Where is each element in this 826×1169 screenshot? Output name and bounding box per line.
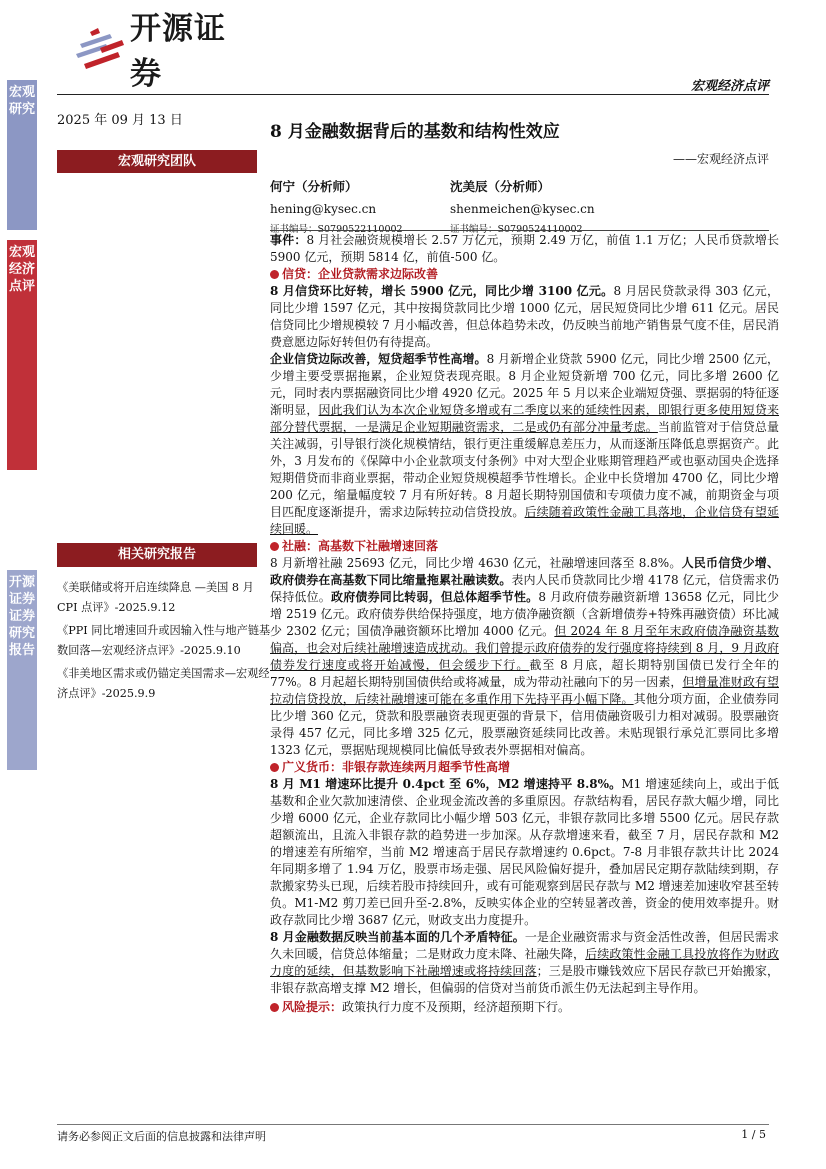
event-label: 事件：	[270, 233, 307, 247]
credit-text: 8 月居民贷款录得 303 亿元，同比少增 1597 亿元，其中按揭贷款同比少增 1000 亿元，居民短贷同比少增 611 亿元。居民信贷同比少增规模较 7 月小幅改善，但总体趋势未改，仍反映当前地产销售景气度不佳，居民消费意愿边际好转但仍有待提高。	[270, 284, 779, 349]
analyst-card	[270, 177, 403, 235]
analyst-cert: 证书编号：S0790524110002	[450, 224, 583, 235]
section-bullet-icon	[270, 1003, 279, 1012]
analyst-name: 何宁（分析师）	[270, 179, 358, 194]
analyst-email[interactable]: shenmeichen@kysec.cn	[450, 202, 595, 216]
section-bullet-icon	[270, 270, 279, 279]
corp-underline: 因此我们认为本次企业短贷多增或有二季度以来的延续性因素，即银行更多使用短贷来部分替代票据，一是满足企业短期融资需求，二是或仍有部分冲量考虑。	[270, 403, 779, 434]
report-body	[270, 232, 779, 1016]
risk-label: 风险提示：	[282, 1000, 343, 1014]
corp-text: 8 月新增企业贷款 5900 亿元，同比少增 2500 亿元，少增主要受票据拖累，企业短贷表现亮眼。8 月企业短贷新增 700 亿元，同比多增 2600 亿元，同时表内票据融资同比少增 4920 亿元。2025 年 5 月以来企业端短贷强、票据弱的特征逐渐明显，	[270, 352, 779, 417]
contradiction-lead: 8 月金融数据反映当前基本面的几个矛盾特征。	[270, 930, 525, 944]
header-rule	[57, 94, 769, 95]
money-text: M1 增速延续向上，或出于低基数和企业欠款加速清偿、企业现金流改善的多重原因。存款结构看，居民存款大幅少增，同比少增 6000 亿元，企业存款同比小幅少增 503 亿元，非银存款同比多增 5500 亿元。居民存款超额流出，且流入非银存款的趋势进一步加深。从存款增速来看，截至 7 月，居民存款和 M2 的增速差有所缩窄，当前 M2 增速高于居民存款增速约 0.6pct。7-8 月非银存款共计比 2024 年同期多增了 1.94 万亿，股票市场走强、居民风险偏好提升，叠加居民定期存款陆续到期，存款搬家势头已现，后续若股市持续回升，或有可能观察到居民存款与 M2 增速差加速收窄甚至转负。M1-M2 剪刀差已回升至-2.8%，反映实体企业的空转显著改善，资金的使用效率提升。财政存款同比少增 3687 亿元，财政支出力度提升。	[270, 777, 779, 927]
analyst-name: 沈美辰（分析师）	[450, 179, 551, 194]
social-text-4: 截至 8 月底，超长期特别国债已发行全年的 77%。8 月起超长期特别国债供给或将减量，成为带动社融向下的另一因素，	[270, 658, 780, 689]
section-heading-money	[270, 759, 779, 776]
credit-lead: 8 月信贷环比好转，增长 5900 亿元，同比少增 3100 亿元。	[270, 284, 614, 298]
report-title: 8 月金融数据背后的基数和结构性效应	[270, 122, 560, 142]
contradiction-underline: 后续政策性金融工具投放将作为财政力度的延续，但基数影响下社融增速或将持续回落	[270, 947, 779, 978]
related-reports-banner: 相关研究报告	[57, 543, 257, 567]
section-heading-social	[270, 538, 779, 555]
contradiction-text: 一是企业融资需求与资金活性改善，但居民需求久未回暖，信贷总体缩量；二是财政力度未降、社融失降，	[270, 930, 779, 961]
event-text: 8 月社会融资规模增长 2.57 万亿元，预期 2.49 万亿，前值 1.1 万亿；人民币贷款增长 5900 亿元，预期 5814 亿，前值-500 亿。	[270, 233, 779, 264]
footer-rule	[57, 1124, 769, 1125]
brand-logo	[72, 11, 252, 92]
section-title: 社融：高基数下社融增速回落	[282, 539, 439, 553]
social-bold-2: 政府债券同比转弱，但总体超季节性。	[331, 590, 539, 604]
social-underline-2: 但增量准财政有望拉动信贷投放，后续社融增速可能在多重作用下先持平再小幅下降。	[270, 675, 779, 706]
corp-text-2: 当前监管对于信贷总量关注减弱，引导银行淡化规模情结，银行更注重缓解息差压力，从而逐渐压降低息票据资产。此外，3 月发布的《保障中小企业款项支付条例》中对大型企业账期管理趋严或也驱动国央企选择短期借贷而非商业票据，带动企业短贷规模超季节性增长。企业中长贷增加 4700 亿，同比少增 200 亿元，缩量幅度较 7 月有所好转。8 月超长期特别国债和专项债力度不减，前期资金与项目匹配度逐渐提升，需求边际转拉动信贷投放。	[270, 420, 779, 519]
risk-text: 政策执行力度不及预期，经济超预期下行。	[342, 1000, 571, 1014]
analyst-email[interactable]: hening@kysec.cn	[270, 202, 377, 216]
credit-paragraph	[270, 283, 779, 351]
money-paragraph	[270, 776, 779, 929]
section-title: 广义货币：非银存款连续两月超季节性高增	[282, 760, 511, 774]
section-heading-credit	[270, 266, 779, 283]
social-text-3: 8 月政府债券融资新增 13658 亿元，同比少增 2519 亿元。政府债券供给保持强度，地方债净融资额（含新增债券+特殊再融资债）环比减少 2302 亿元；国债净融资额环比增加 4000 亿元。	[270, 590, 779, 638]
team-banner: 宏观研究团队	[57, 150, 257, 173]
event-paragraph	[270, 232, 779, 266]
sidebar-tag-broker: 开源证券 证券研究报告	[7, 570, 37, 770]
related-report-link[interactable]: 《PPI 同比增速回升或因输入性与地产链基数回落—宏观经济点评》-2025.9.10	[57, 624, 271, 657]
corp-lead: 企业信贷边际改善，短贷超季节性高增。	[270, 352, 487, 366]
social-text-2: 表内人民币贷款同比少增 4178 亿元，信贷需求仍保持低位。	[270, 573, 779, 604]
related-report-link[interactable]: 《美联储或将开启连续降息 —美国 8 月 CPI 点评》-2025.9.12	[57, 581, 254, 614]
footer-disclaimer[interactable]: 请务必参阅正文后面的信息披露和法律声明	[57, 1130, 266, 1143]
social-bold: 人民币信贷少增、政府债券在高基数下同比缩量拖累社融读数。	[270, 556, 779, 587]
related-report-link[interactable]: 《非美地区需求或仍锚定美国需求—宏观经济点评》-2025.9.9	[57, 667, 270, 700]
section-bullet-icon	[270, 542, 279, 551]
sidebar-tag-macro: 宏观研究	[7, 80, 37, 230]
section-title: 信贷：企业贷款需求边际改善	[282, 267, 439, 281]
risk-paragraph	[270, 999, 779, 1016]
brand-logo-mark-icon	[72, 24, 130, 72]
analyst-card	[450, 177, 595, 235]
report-subtitle: ——宏观经济点评	[672, 152, 769, 166]
sidebar-tag-macro-review: 宏观经济点评	[7, 240, 37, 470]
report-date: 2025 年 09 月 13 日	[57, 113, 183, 128]
contradiction-text-2: ；三是股市赚钱效应下居民存款已开始搬家，非银存款高增支撑 M2 增长，但偏弱的信贷对当前货币派生仍无法起到主导作用。	[270, 964, 779, 995]
section-bullet-icon	[270, 763, 279, 772]
corp-paragraph	[270, 351, 779, 538]
report-type-label: 宏观经济点评	[690, 79, 769, 94]
related-reports-list	[57, 578, 272, 704]
page-number: 1 / 5	[741, 1128, 766, 1141]
corp-underline-2: 后续随着政策性金融工具落地，企业信贷有望延续回暖。	[270, 505, 779, 536]
analyst-divider	[270, 230, 769, 231]
analyst-cert: 证书编号：S0790522110002	[270, 224, 403, 235]
social-text-5: 其他分项方面，企业债券同比少增 360 亿元，贷款和股票融资表现更强的背景下，信用债融资吸引力相对减弱。股票融资录得 457 亿元，同比多增 325 亿元，股票融资延续同比改善。未贴现银行承兑汇票同比多增 1323 亿元，票据贴现规模同比偏低导致表外票据相对偏高。	[270, 692, 779, 757]
social-underline: 但 2024 年 8 月至年末政府债净融资基数偏高，也会对后续社融增速造成扰动。我们曾提示政府债券的发行强度将持续到 8 月，9 月政府债券发行速度或将开始减慢，但会缓步下行。	[270, 624, 779, 672]
social-text: 8 月新增社融 25693 亿元，同比少增 4630 亿元，社融增速回落至 8.8%。	[270, 556, 682, 570]
contradiction-paragraph	[270, 929, 779, 997]
social-paragraph	[270, 555, 779, 759]
money-lead: 8 月 M1 增速环比提升 0.4pct 至 6%，M2 增速持平 8.8%。	[270, 777, 622, 791]
brand-name: 开源证券	[130, 11, 226, 92]
